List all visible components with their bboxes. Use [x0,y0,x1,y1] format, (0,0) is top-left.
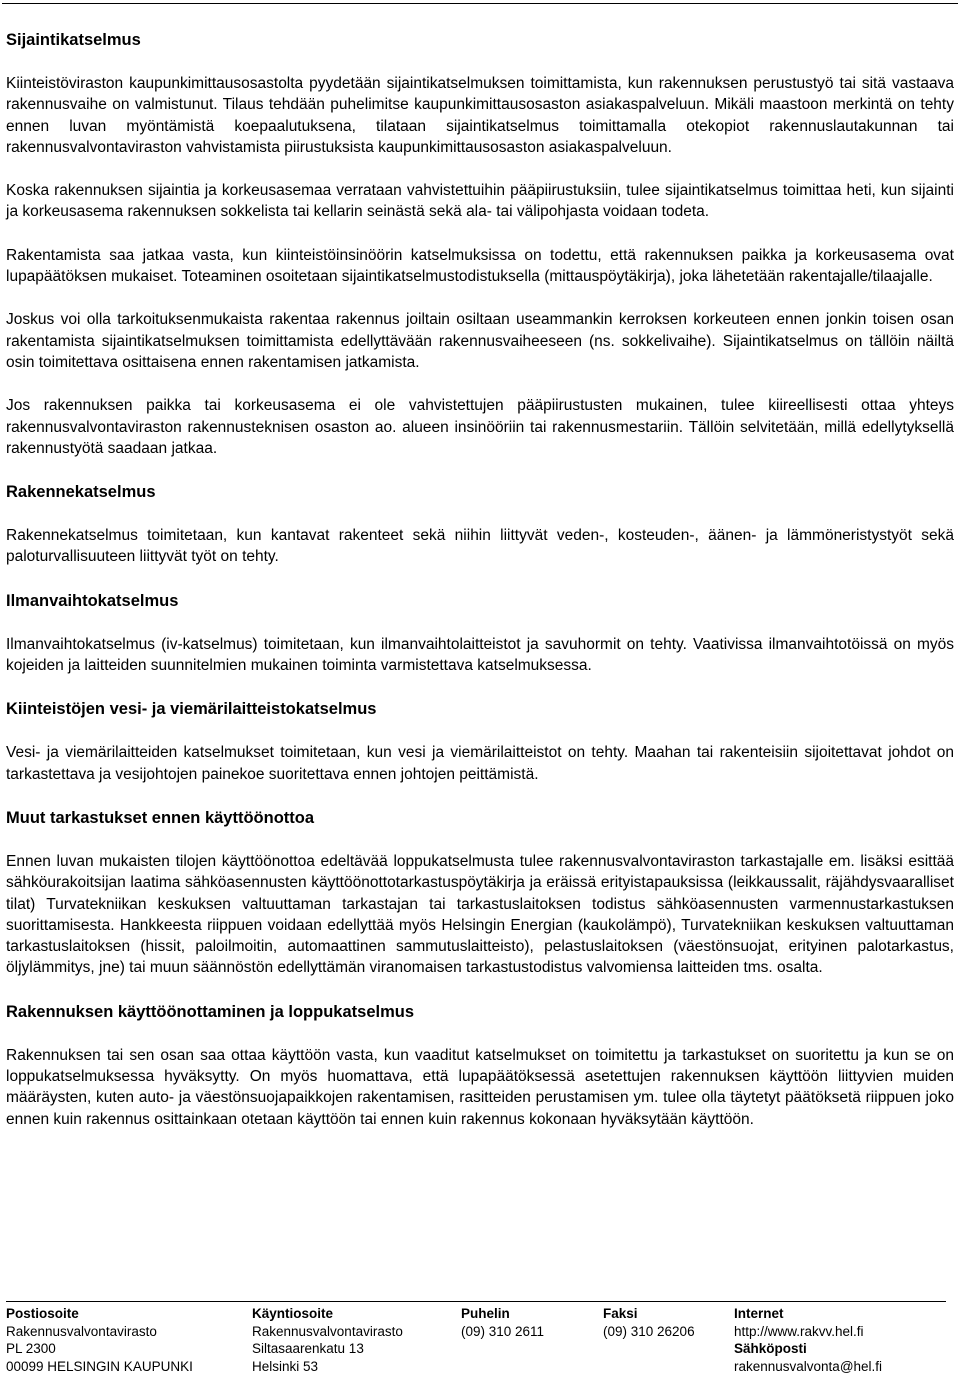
footer-phone-header: Puhelin [461,1305,544,1323]
footer-fax [603,1305,695,1340]
footer-visiting-line: Rakennusvalvontavirasto [252,1323,403,1341]
footer-phone [461,1305,544,1340]
paragraph: Koska rakennuksen sijaintia ja korkeusasemaa verrataan vahvistettuihin pääpiirustuksiin, tulee sijaintikatselmus toimittaa heti, kun sijainti ja korkeusasema rakennuksen sokkelista tai kellarin seinästä sekä ala- tai välipohjasta voidaan todeta. [6,180,954,223]
heading-vesi-viemari: Kiinteistöjen vesi- ja viemärilaitteistokatselmus [6,698,954,720]
heading-sijaintikatselmus: Sijaintikatselmus [6,29,954,51]
footer-rule [6,1301,946,1302]
heading-ilmanvaihtokatselmus: Ilmanvaihtokatselmus [6,590,954,612]
footer-visiting-header: Käyntiosoite [252,1305,403,1323]
paragraph: Rakennuksen tai sen osan saa ottaa käyttöön vasta, kun vaaditut katselmukset on toimitettu ja tarkastukset on suoritettu ja kun se on loppukatselmuksessa hyväksytty. On myös huomattava, että lupapäätöksessä asetettujen rakennuksen käyttöön liittyvien muiden määräysten, kuten auto- ja väestönsuojapaikkojen rakentamisen, rasitteiden perustamisen ym. tulee olla täytetyt päätöksetä riippuen joko ennen kuin rakennus osittainkaan otetaan käyttöön tai ennen kuin rakennus kokonaan hyväksytään käyttöön. [6,1045,954,1130]
paragraph: Vesi- ja viemärilaitteiden katselmukset toimitetaan, kun vesi ja viemärilaitteistot on tehty. Maahan tai rakenteisiin sijoitettavat johdot on tarkastettava ja vesijohtojen painekoe suoritettava ennen johtojen peittämistä. [6,742,954,785]
heading-muut-tarkastukset: Muut tarkastukset ennen käyttöönottoa [6,807,954,829]
footer-internet [734,1305,882,1375]
footer-visiting-address [252,1305,403,1375]
footer-website-link[interactable]: http://www.rakvv.hel.fi [734,1323,882,1341]
footer-postal-address [6,1305,193,1375]
paragraph: Joskus voi olla tarkoituksenmukaista rakentaa rakennus joiltain osiltaan useammankin kerroksen korkeuteen ennen jonkin toisen osan rakentamista sijaintikatselmuksen toimittamista edellyttävään rakennusvaiheeseen (ns. sokkelivaihe). Sijaintikatselmus on tällöin näiltä osin toimitettava osittaisena ennen rakentamisen jatkamista. [6,309,954,373]
document-body [6,29,954,1130]
footer-postal-header: Postiosoite [6,1305,193,1323]
heading-rakennekatselmus: Rakennekatselmus [6,481,954,503]
footer-visiting-line: Siltasaarenkatu 13 [252,1340,403,1358]
paragraph: Ilmanvaihtokatselmus (iv-katselmus) toimitetaan, kun ilmanvaihtolaitteistot ja savuhormit on tehty. Vaativissa ilmanvaihtotöissä on myös kojeiden ja laitteiden suunnitelmien mukainen toiminta varmistettava katselmuksessa. [6,634,954,677]
paragraph: Jos rakennuksen paikka tai korkeusasema ei ole vahvistettujen pääpiirustusten mukainen, tulee kiireellisesti ottaa yhteys rakennusvalvontaviraston rakennusteknisen osaston ao. alueen insinööriin tai rakennusmestariin. Tällöin selvitetään, millä edellytyksellä rakennustyötä saadaan jatkaa. [6,395,954,459]
footer-postal-line: Rakennusvalvontavirasto [6,1323,193,1341]
footer-postal-line: 00099 HELSINGIN KAUPUNKI [6,1358,193,1375]
paragraph: Rakennekatselmus toimitetaan, kun kantavat rakenteet sekä niihin liittyvät veden-, kosteuden-, äänen- ja lämmöneristystyöt sekä paloturvallisuuteen liittyvät työt on tehty. [6,525,954,568]
footer-internet-header: Internet [734,1305,882,1323]
footer-visiting-line: Helsinki 53 [252,1358,403,1375]
footer-phone-value: (09) 310 2611 [461,1323,544,1341]
paragraph: Kiinteistöviraston kaupunkimittausosastolta pyydetään sijaintikatselmuksen toimittamista, kun rakennuksen perustustyö tai sitä vastaava rakennusvaihe on valmistunut. Tilaus tehdään puhelimitse kaupunkimittausosaston asiakaspalveluun. Mikäli maastoon merkintä on tehty ennen luvan myöntämistä koepaalutuksena, tilataan sijaintikatselmus toimittamalla otekopiot rakennuslautakunnan tai rakennusvalvontaviraston vahvistamista piirustuksista kaupunkimittausosaston asiakaspalveluun. [6,73,954,158]
footer-email-header: Sähköposti [734,1340,882,1358]
paragraph: Ennen luvan mukaisten tilojen käyttöönottoa edeltävää loppukatselmusta tulee rakennusvalvontaviraston tarkastajalle em. lisäksi esittää sähköurakoitsijan laatima sähköasennusten käyttöönottotarkastuspöytäkirja ja eräissä erityistapauksissa (leikkaussalit, räjähdysvaaralliset tilat) Turvatekniikan keskuksen valtuuttaman tarkastajan tai tarkastuslaitoksen todistus sähköasennusten varmennustarkastuksen suorittamisesta. Hankkeesta riippuen voidaan edellyttää myös Helsingin Energian (kaukolämpö), Turvatekniikan keskuksen valtuuttaman tarkastuslaitoksen (hissit, paloilmoitin, automaattinen sammutuslaitteisto), pelastuslaitoksen (väestönsuojat, erityinen palotarkastus, öljylämmitys, jne) tai muun säännöstön edellyttämän viranomaisen tarkastustodistus valvomiensa laitteiden tms. osalta. [6,851,954,979]
top-rule [2,3,958,4]
heading-kayttoonottaminen: Rakennuksen käyttöönottaminen ja loppukatselmus [6,1001,954,1023]
footer-email-link[interactable]: rakennusvalvonta@hel.fi [734,1358,882,1375]
paragraph: Rakentamista saa jatkaa vasta, kun kiinteistöinsinöörin katselmuksissa on todettu, että rakennuksen paikka ja korkeusasema ovat lupapäätöksen mukaiset. Toteaminen osoitetaan sijaintikatselmustodistuksella (mittauspöytäkirja), joka lähetetään rakentajalle/tilaajalle. [6,245,954,288]
footer-fax-header: Faksi [603,1305,695,1323]
footer-postal-line: PL 2300 [6,1340,193,1358]
footer-fax-value: (09) 310 26206 [603,1323,695,1341]
